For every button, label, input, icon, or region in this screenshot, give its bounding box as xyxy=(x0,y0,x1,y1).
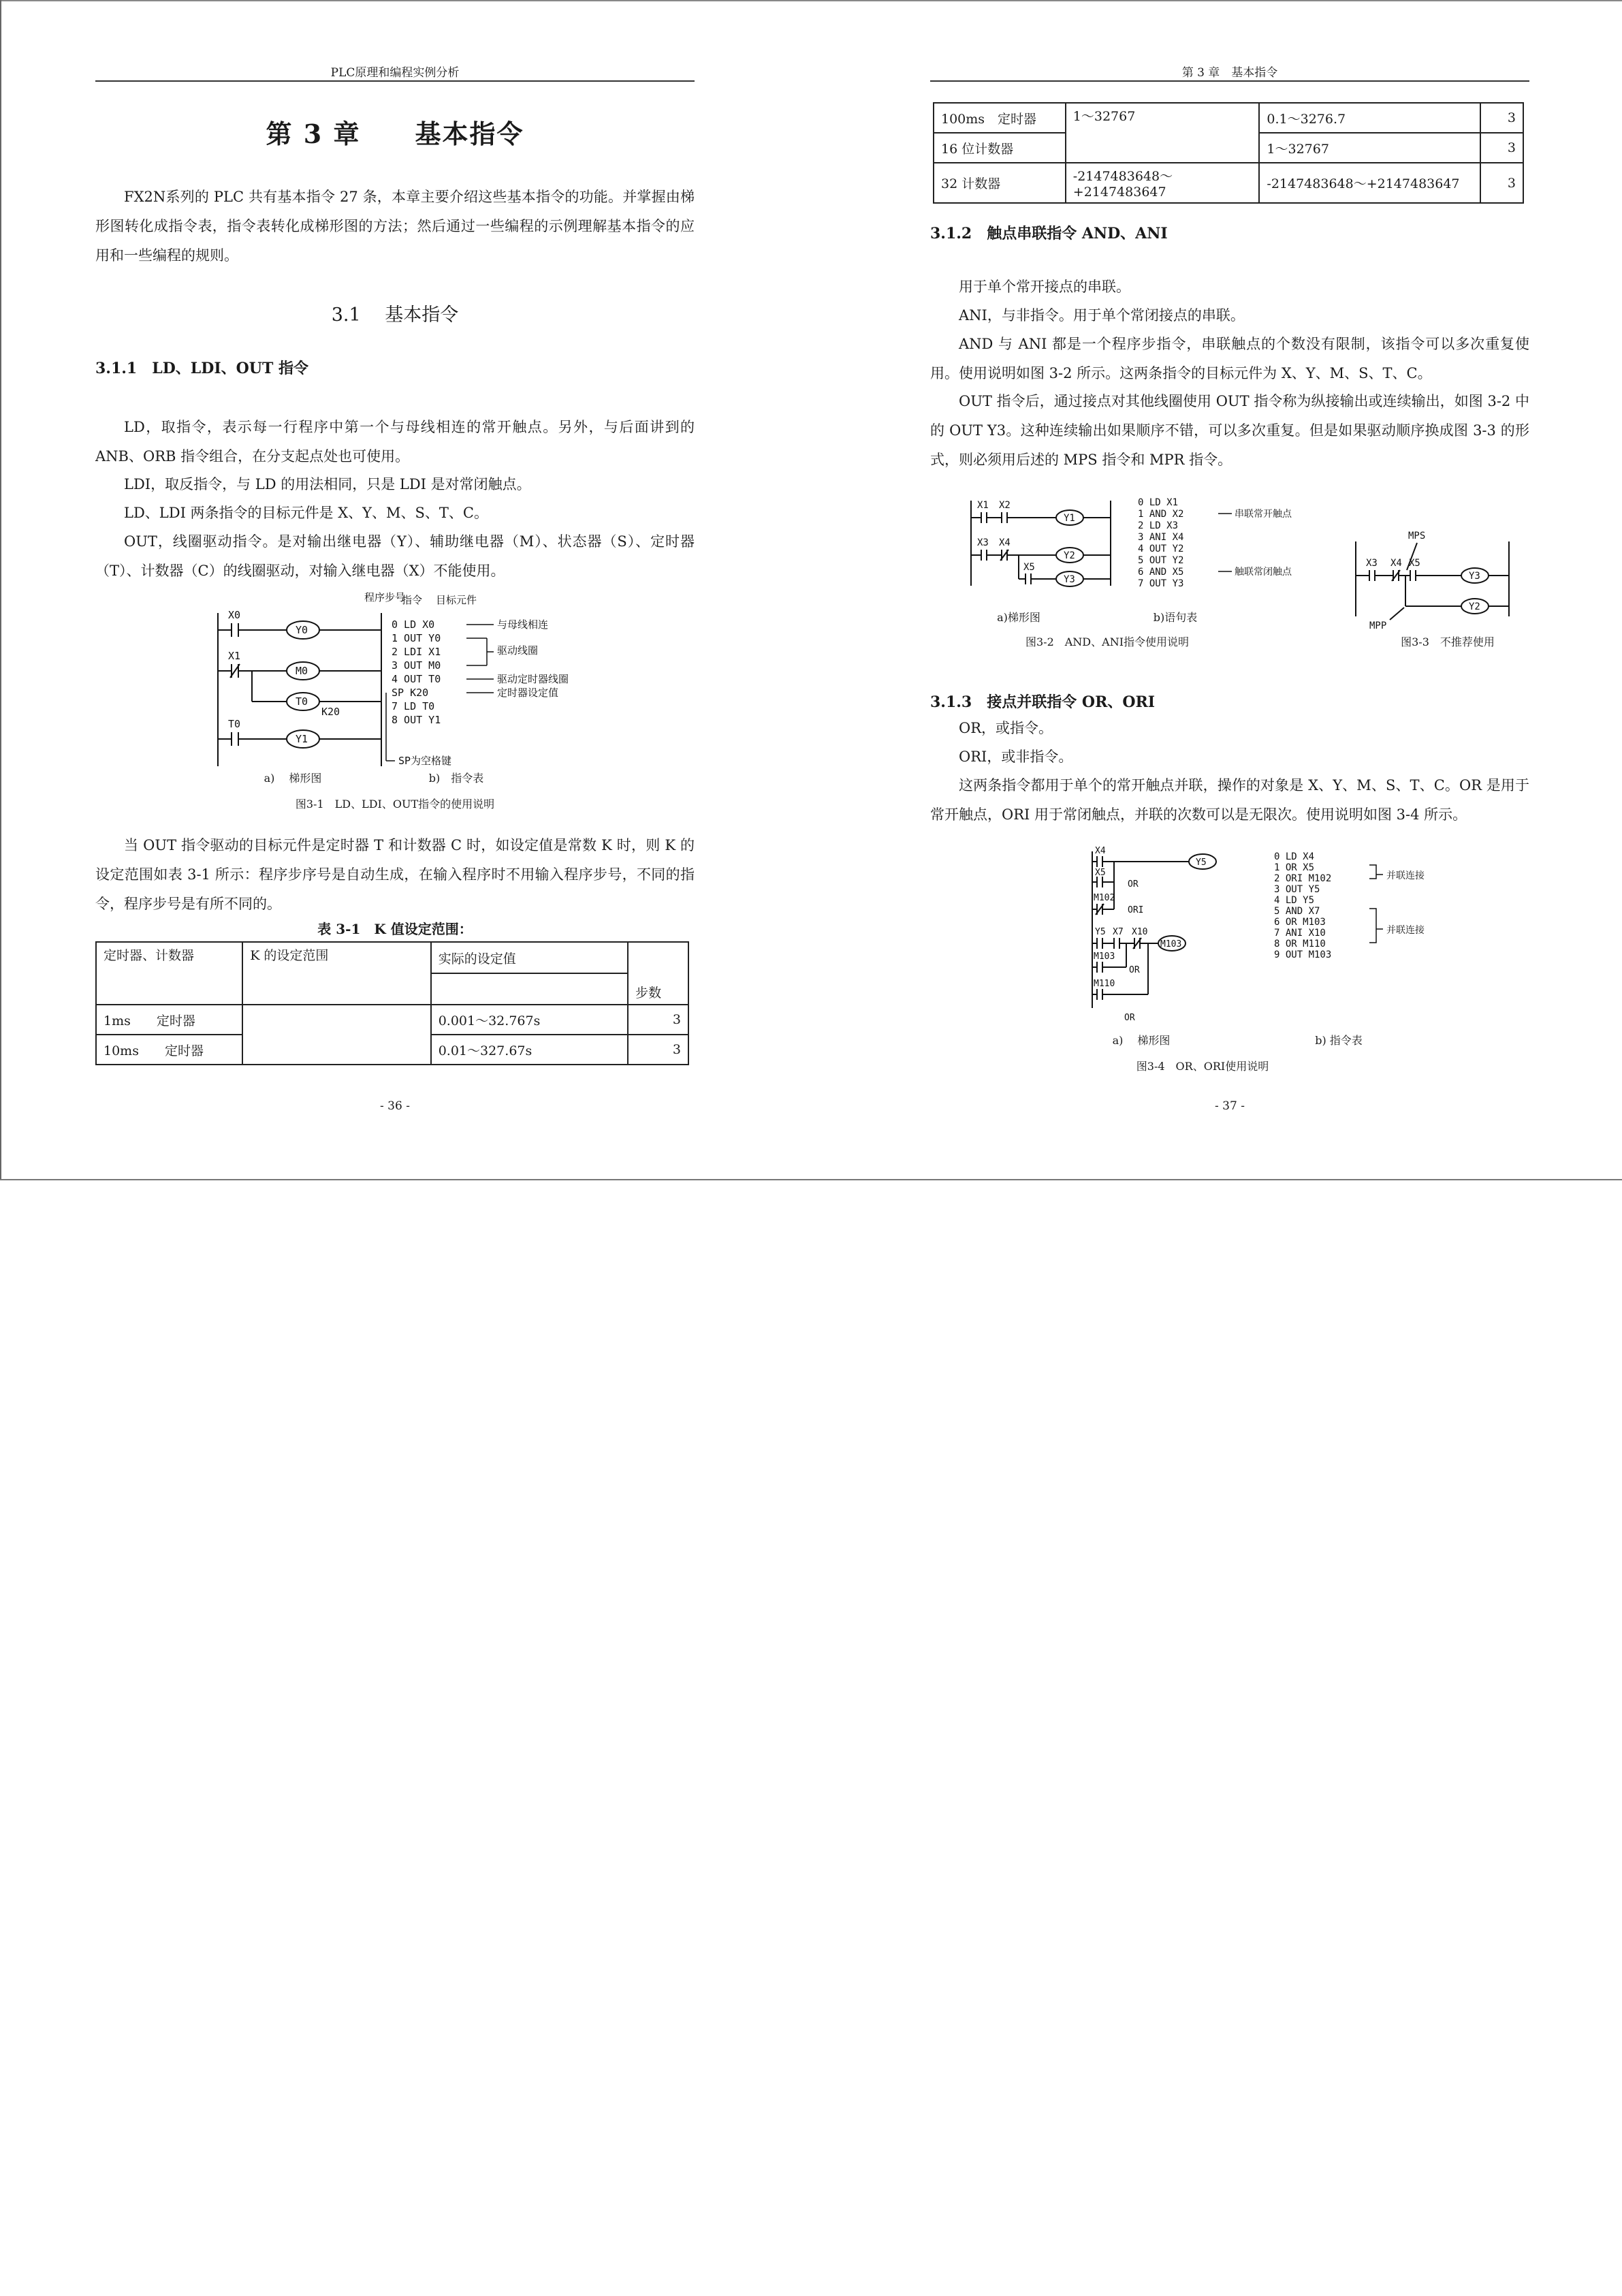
instruction-line: 3 ANI X4 xyxy=(1138,532,1184,543)
instruction-line: 0 LD X1 xyxy=(1138,497,1179,508)
instruction-line: 4 LD Y5 xyxy=(1274,895,1315,906)
ladder-label: X4 xyxy=(1390,558,1402,569)
figure-3-4-ladder xyxy=(1087,845,1230,1028)
instruction-line: 9 OUT M103 xyxy=(1274,949,1332,960)
ladder-label: K20 xyxy=(321,706,340,718)
table-cell: 100ms 定时器 xyxy=(934,103,1066,133)
chapter-title: 第 3 章 基本指令 xyxy=(266,119,524,149)
ladder-label: Y1 xyxy=(1064,513,1075,524)
annotation: 并联连接 xyxy=(1386,925,1425,936)
ladder-label: M103 xyxy=(1094,952,1115,962)
header-target: 目标元件 xyxy=(436,594,477,606)
table-row xyxy=(96,1005,688,1035)
table-cell: 3 xyxy=(1480,133,1523,163)
ladder-label: Y1 xyxy=(296,733,308,745)
subfigure-a-label: a)梯形图 xyxy=(997,611,1040,624)
table-cell: 1～32767 xyxy=(1259,133,1480,163)
instruction-line: 7 OUT Y3 xyxy=(1138,578,1184,589)
subfigure-b-label: b)语句表 xyxy=(1153,611,1198,624)
instruction-line: 3 OUT M0 xyxy=(392,659,441,672)
figure-caption: 图3-1 LD、LDI、OUT指令的使用说明 xyxy=(295,798,495,811)
instruction-line: 6 OR M103 xyxy=(1274,917,1326,928)
k-value-table xyxy=(95,941,689,1065)
table-cell: 3 xyxy=(628,1005,688,1035)
page-number: - 37 - xyxy=(1215,1099,1245,1113)
ladder-label: X3 xyxy=(977,537,989,548)
ladder-label: OR xyxy=(1129,965,1140,975)
right-page xyxy=(930,0,1529,1178)
ladder-label: X5 xyxy=(1409,558,1420,569)
table-header-cell: 步数 xyxy=(628,942,688,1005)
page-number: - 36 - xyxy=(380,1099,410,1113)
ladder-label: T0 xyxy=(228,718,241,730)
instruction-line: 1 OR X5 xyxy=(1274,862,1315,873)
annotation: 串联常开触点 xyxy=(1235,509,1292,520)
instruction-line: 0 LD X4 xyxy=(1274,851,1315,862)
instruction-line: 5 AND X7 xyxy=(1274,906,1320,917)
table-cell: 32 计数器 xyxy=(934,163,1066,203)
table-header-cell: 定时器、计数器 xyxy=(96,942,242,1005)
left-page xyxy=(95,0,695,1178)
running-head: 第 3 章 基本指令 xyxy=(1181,66,1278,80)
table-cell: 3 xyxy=(1480,103,1523,133)
figure-3-2-ladder xyxy=(968,497,1117,606)
section-title: 3.1 基本指令 xyxy=(331,304,459,326)
paragraph: OUT 指令后，通过接点对其他线圈使用 OUT 指令称为纵接输出或连续输出，如图 3-2 中的 OUT Y3。这种连续输出如果顺序不错，可以多次重复。但是如果驱动顺序换成图 3-3 的形式，则必须用后述的 MPS 指令和 MPR 指令。 xyxy=(930,393,1529,468)
paragraph: LD，取指令，表示每一行程序中第一个与母线相连的常开触点。另外，与后面讲到的 ANB、ORB 指令组合，在分支起点处也可使用。 xyxy=(95,419,695,465)
instruction-line: 8 OR M110 xyxy=(1274,939,1326,949)
ladder-label: MPP xyxy=(1369,620,1387,631)
header-rule xyxy=(95,80,695,82)
figure-caption: 图3-4 OR、ORI使用说明 xyxy=(1136,1060,1269,1073)
ladder-label: ORI xyxy=(1128,905,1144,915)
instruction-line: 4 OUT Y2 xyxy=(1138,544,1184,554)
table-cell: 3 xyxy=(1480,163,1523,203)
subfigure-a-label: a) 梯形图 xyxy=(1112,1034,1171,1047)
ladder-label: X1 xyxy=(228,650,241,662)
table-header-row xyxy=(96,942,688,973)
paragraph: LD、LDI 两条指令的目标元件是 X、Y、M、S、T、C。 xyxy=(124,505,488,521)
ladder-label: Y3 xyxy=(1064,574,1075,585)
paragraph: OR，或指令。 xyxy=(959,720,1053,736)
table-cell: 0.001～32.767s xyxy=(431,1005,628,1035)
ladder-label: OR xyxy=(1124,1013,1135,1023)
scan-border-bottom xyxy=(0,1179,1622,1180)
instruction-line: 2 ORI M102 xyxy=(1274,873,1332,884)
annotation: 触联常闭触点 xyxy=(1235,567,1292,578)
scan-border-left xyxy=(0,0,1,1180)
annotation: SP为空格键 xyxy=(398,755,452,767)
ladder-label: M0 xyxy=(296,665,308,677)
instruction-line: 7 LD T0 xyxy=(392,700,435,712)
header-instruction: 指令 xyxy=(402,594,423,606)
table-cell: 0.1～3276.7 xyxy=(1259,103,1480,133)
table-header-cell: K 的设定范围 xyxy=(242,942,431,1005)
subsection-title: 3.1.1 LD、LDI、OUT 指令 xyxy=(95,360,309,377)
annotation: 并联连接 xyxy=(1386,870,1425,881)
instruction-line: 1 OUT Y0 xyxy=(392,632,441,644)
figure-3-4-instruction-list xyxy=(1274,850,1465,1007)
ladder-label: X2 xyxy=(999,500,1011,511)
paragraph: 用于单个常开接点的串联。 xyxy=(959,279,1130,295)
ladder-label: Y0 xyxy=(296,624,308,636)
figure-caption: 图3-3 不推荐使用 xyxy=(1401,635,1495,648)
table-cell xyxy=(242,1005,431,1065)
subsection-title: 3.1.2 触点串联指令 AND、ANI xyxy=(930,225,1168,242)
subfigure-b-label: b) 指令表 xyxy=(428,772,484,785)
table-cell: -2147483648～+2147483647 xyxy=(1066,163,1260,203)
intro-paragraph: FX2N系列的 PLC 共有基本指令 27 条，本章主要介绍这些基本指令的功能。并掌握由梯形图转化成指令表，指令表转化成梯形图的方法；然后通过一些编程的示例理解基本指令的应用和一些编程的规则。 xyxy=(95,189,695,264)
paragraph: LDI，取反指令，与 LD 的用法相同，只是 LDI 是对常闭触点。 xyxy=(124,476,531,492)
instruction-line: 7 ANI X10 xyxy=(1274,928,1326,939)
table-cell: 1～32767 xyxy=(1066,103,1260,163)
table-cell: 16 位计数器 xyxy=(934,133,1066,163)
ladder-label: X0 xyxy=(228,609,241,621)
ladder-label: X5 xyxy=(1095,868,1106,878)
instruction-line: 2 LD X3 xyxy=(1138,520,1179,531)
instruction-line: SP K20 xyxy=(392,687,429,699)
table-row xyxy=(934,103,1523,133)
ladder-label: Y2 xyxy=(1064,550,1075,561)
ladder-label: OR xyxy=(1128,879,1139,890)
instruction-line: 6 AND X5 xyxy=(1138,567,1184,578)
running-head: PLC原理和编程实例分析 xyxy=(330,66,460,80)
instruction-line: 0 LD X0 xyxy=(392,618,435,631)
figure-3-3-ladder xyxy=(1352,528,1516,630)
paragraph: 当 OUT 指令驱动的目标元件是定时器 T 和计数器 C 时，如设定值是常数 K 时，则 K 的设定范围如表 3-1 所示：程序步序号是自动生成，在输入程序时不用输入程序步号，不同的指令，程序步号是有所不同的。 xyxy=(95,837,695,912)
subfigure-a-label: a) 梯形图 xyxy=(264,772,322,785)
ladder-label: T0 xyxy=(296,695,308,708)
ladder-label: MPS xyxy=(1408,531,1426,541)
annotation: 定时器设定值 xyxy=(497,687,559,699)
ladder-label: X1 xyxy=(977,500,989,511)
annotation: 驱动线圈 xyxy=(497,644,539,657)
ladder-label: X4 xyxy=(999,537,1011,548)
ladder-label: Y2 xyxy=(1469,601,1480,612)
ladder-label: X5 xyxy=(1023,562,1035,573)
header-step: 程序步号 xyxy=(364,591,406,603)
table-cell: 10ms 定时器 xyxy=(96,1035,242,1065)
ladder-label: M103 xyxy=(1160,939,1182,949)
paragraph: AND 与 ANI 都是一个程序步指令，串联触点的个数没有限制，该指令可以多次重复使用。使用说明如图 3-2 所示。这两条指令的目标元件为 X、Y、M、S、T、C。 xyxy=(930,336,1529,381)
table-caption: 表 3-1 K 值设定范围： xyxy=(317,921,473,937)
ladder-label: X3 xyxy=(1366,558,1378,569)
ladder-label: X7 xyxy=(1113,927,1124,937)
subsection-title: 3.1.3 接点并联指令 OR、ORI xyxy=(930,693,1156,711)
ladder-label: M110 xyxy=(1094,979,1115,989)
instruction-line: 5 OUT Y2 xyxy=(1138,555,1184,566)
ladder-label: X10 xyxy=(1132,927,1148,937)
ladder-label: Y5 xyxy=(1196,858,1207,868)
table-cell: -2147483648～+2147483647 xyxy=(1259,163,1480,203)
figure-3-2-statement-list xyxy=(1138,496,1329,605)
header-rule xyxy=(930,80,1529,82)
table-cell: 0.01～327.67s xyxy=(431,1035,628,1065)
table-cell: 1ms 定时器 xyxy=(96,1005,242,1035)
table-header-cell: 实际的设定值 xyxy=(431,942,628,973)
instruction-line: 1 AND X2 xyxy=(1138,509,1184,520)
subfigure-b-label: b) 指令表 xyxy=(1315,1034,1363,1047)
instruction-line: 4 OUT T0 xyxy=(392,673,441,685)
paragraph: 这两条指令都用于单个的常开触点并联，操作的对象是 X、Y、M、S、T、C。OR 是用于常开触点，ORI 用于常闭触点，并联的次数可以是无限次。使用说明如图 3-4 所示。 xyxy=(930,777,1529,823)
table-row xyxy=(934,163,1523,203)
ladder-label: Y5 xyxy=(1095,927,1106,937)
table-cell: 3 xyxy=(628,1035,688,1065)
paragraph: ORI，或非指令。 xyxy=(959,749,1073,765)
instruction-line: 3 OUT Y5 xyxy=(1274,884,1320,895)
figure-3-1-instruction-list xyxy=(364,593,650,776)
k-value-table-continued xyxy=(933,102,1524,204)
ladder-label: X4 xyxy=(1095,846,1106,856)
instruction-line: 8 OUT Y1 xyxy=(392,714,441,726)
ladder-label: M102 xyxy=(1094,893,1115,903)
paragraph: OUT，线圈驱动指令。是对输出继电器（Y）、辅助继电器（M）、状态器（S）、定时器（T）、计数器（C）的线圈驱动，对输入继电器（X）不能使用。 xyxy=(95,533,695,579)
paragraph: ANI，与非指令。用于单个常闭接点的串联。 xyxy=(959,307,1245,324)
instruction-line: 2 LDI X1 xyxy=(392,646,441,658)
figure-caption: 图3-2 AND、ANI指令使用说明 xyxy=(1025,635,1190,648)
annotation: 驱动定时器线圈 xyxy=(497,673,569,685)
ladder-label: Y3 xyxy=(1469,571,1480,582)
annotation: 与母线相连 xyxy=(497,618,549,631)
